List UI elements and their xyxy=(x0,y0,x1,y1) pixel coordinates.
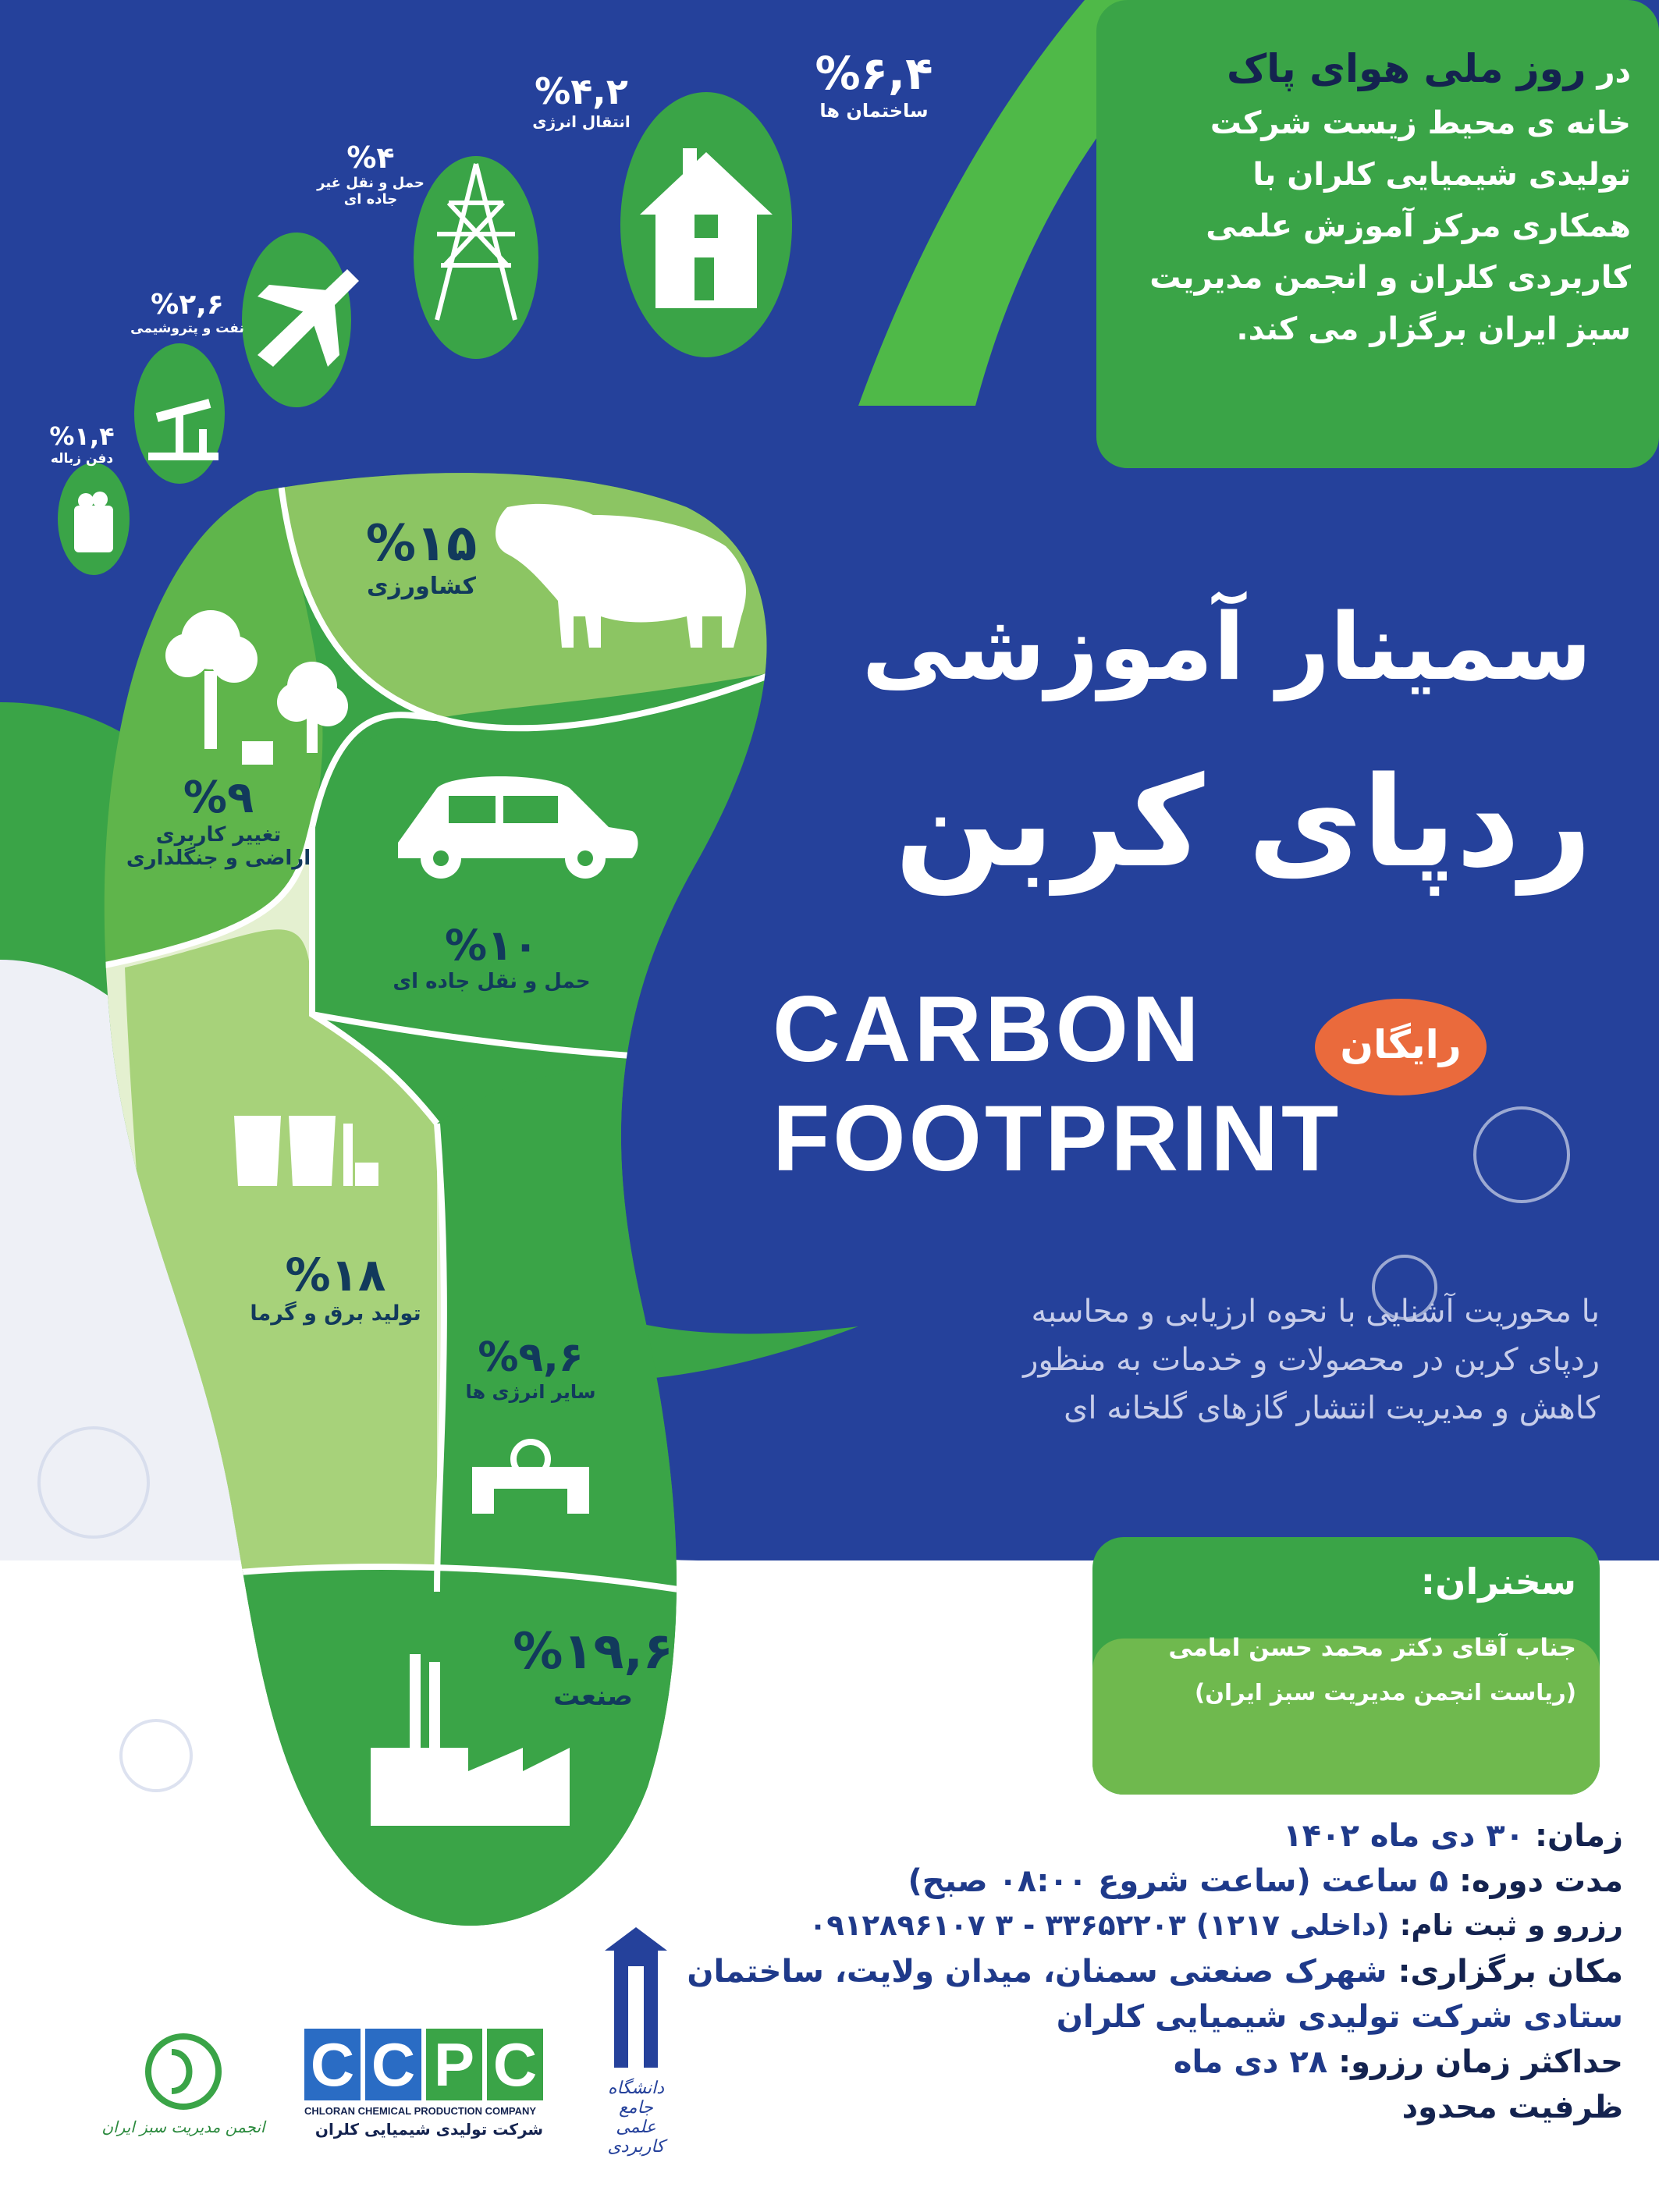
detail-time-value: ۳۰ دی ماه ۱۴۰۲ xyxy=(1283,1818,1525,1854)
intro-line: خانه ی محیط زیست شرکت xyxy=(1210,105,1631,141)
segment-land-use xyxy=(117,772,320,870)
land-use-pct: %۹ xyxy=(183,772,254,823)
segment-road-transport xyxy=(375,921,609,993)
segment-power-heat xyxy=(234,1248,437,1326)
land-use-label-2: اراضی و جنگلداری xyxy=(126,847,311,870)
description-line: با محوریت آشنایی با نحوه ارزیابی و محاسبه xyxy=(1031,1294,1600,1330)
speaker-name: جناب آقای دکتر محمد حسن امامی xyxy=(1168,1634,1576,1662)
toe-buildings-label: ساختمان ها xyxy=(819,100,929,122)
toe-petro-pct: %۲,۶ xyxy=(151,289,224,321)
segment-agriculture xyxy=(328,515,515,600)
detail-deadline xyxy=(1174,2044,1623,2080)
power-heat-pct: %۱۸ xyxy=(285,1248,386,1301)
toe-buildings-pct: %۶,۴ xyxy=(815,47,933,100)
detail-registration xyxy=(809,1908,1623,1942)
intro-highlight: روز ملی هوای پاک xyxy=(1226,46,1586,91)
intro-line: سبز ایران برگزار می کند. xyxy=(1236,311,1631,347)
title-line-1: سمینار آموزشی xyxy=(861,593,1592,701)
speakers-heading: سخنران: xyxy=(1420,1560,1576,1603)
university-logo xyxy=(589,1919,683,2177)
toe-transmission-pct: %۴,۲ xyxy=(535,70,628,112)
detail-duration-key: مدت دوره: xyxy=(1458,1863,1623,1899)
house-icon xyxy=(640,148,773,308)
segment-industry xyxy=(499,1623,687,1712)
speakers-box xyxy=(1108,1560,1576,1706)
intro-line: کاربردی کلران و انجمن مدیریت xyxy=(1149,260,1631,296)
ccpc-letter-c3: C xyxy=(487,2029,543,2100)
road-transport-pct: %۱۰ xyxy=(444,921,539,970)
description-line: کاهش و مدیریت انتشار گازهای گلخانه ای xyxy=(1064,1390,1600,1426)
event-details xyxy=(687,1818,1623,2146)
toe-nonroad-text xyxy=(300,140,441,208)
toe-nonroad-pct: %۴ xyxy=(346,140,395,175)
ccpc-letter-c2: C xyxy=(365,2029,421,2100)
other-energy-label: سایر انرژی ها xyxy=(465,1381,596,1403)
pipe-valve-icon xyxy=(472,1442,589,1514)
toe-petro-text xyxy=(125,289,250,336)
detail-time xyxy=(1283,1818,1623,1854)
segment-other-energy xyxy=(453,1334,609,1403)
detail-deadline-value: ۲۸ دی ماه xyxy=(1173,2044,1328,2080)
car-icon xyxy=(398,776,638,879)
green-assoc-text: انجمن مدیریت سبز ایران xyxy=(101,2118,265,2136)
trees-icon xyxy=(165,610,348,765)
toe-landfill-text xyxy=(31,421,133,467)
toe-petro-label: نفت و پتروشیمی xyxy=(130,321,244,336)
intro-box xyxy=(1116,43,1631,355)
detail-capacity xyxy=(1402,2090,1623,2125)
oil-pump-icon xyxy=(148,399,218,460)
detail-time-key: زمان: xyxy=(1535,1818,1623,1854)
toe-transmission-label: انتقال انرژی xyxy=(532,112,631,131)
toe-buildings-text xyxy=(780,47,968,122)
industry-pct: %۱۹,۶ xyxy=(513,1623,673,1681)
other-energy-pct: %۹,۶ xyxy=(478,1334,584,1381)
agriculture-pct: %۱۵ xyxy=(365,515,478,573)
intro-line: تولیدی شیمیایی کلران با xyxy=(1252,157,1631,193)
agriculture-label: کشاورزی xyxy=(367,573,476,600)
toe-nonroad-label: حمل و نقل غیر جاده ای xyxy=(317,175,425,208)
road-transport-label: حمل و نقل جاده ای xyxy=(393,970,591,993)
industry-label: صنعت xyxy=(553,1681,633,1712)
detail-duration xyxy=(908,1863,1624,1899)
toe-transmission-text xyxy=(515,70,648,131)
university-text-2: علمی کاربردی xyxy=(607,2118,665,2157)
university-text-1: دانشگاه جامع xyxy=(607,2079,665,2118)
intro-line-1 xyxy=(1116,43,1631,98)
power-plant-icon xyxy=(234,1116,378,1186)
description-line: ردپای کربن در محصولات و خدمات به منظور xyxy=(1023,1342,1600,1378)
toe-landfill-pct: %۱,۴ xyxy=(49,421,115,451)
title-en-line-2: FOOTPRINT xyxy=(773,1086,1342,1191)
detail-venue-key: مکان برگزاری: xyxy=(1398,1954,1623,1990)
airplane-icon xyxy=(258,269,359,367)
detail-deadline-key: حداکثر زمان رزرو: xyxy=(1338,2044,1623,2080)
detail-duration-value: ۵ ساعت (ساعت شروع ۰۸:۰۰ صبح) xyxy=(908,1863,1449,1899)
detail-venue-cont xyxy=(1057,1999,1623,2035)
title-en-line-1: CARBON xyxy=(773,977,1203,1081)
detail-registration-key: رزرو و ثبت نام: xyxy=(1399,1908,1623,1942)
ccpc-letter-c1: C xyxy=(304,2029,361,2100)
free-badge: رایگان xyxy=(1340,1022,1462,1067)
detail-capacity-key: ظرفیت محدود xyxy=(1401,2090,1623,2125)
trash-bin-icon xyxy=(74,492,113,552)
detail-venue-value: شهرک صنعتی سمنان، میدان ولایت، ساختمان xyxy=(687,1954,1387,1990)
land-use-label-1: تغییر کاربری xyxy=(155,823,282,847)
detail-registration-value: (داخلی ۱۲۱۷) ۳۳۶۵۲۲۰۳ - ۳ ۰۹۱۲۸۹۶۱۰۷ xyxy=(808,1908,1390,1942)
detail-venue-cont-value: ستادی شرکت تولیدی شیمیایی کلران xyxy=(1056,1999,1623,2035)
university-emblem-icon xyxy=(589,1919,683,2075)
ccpc-fa-name: شرکت تولیدی شیمیایی کلران xyxy=(314,2120,544,2139)
description xyxy=(749,1287,1600,1433)
title-line-2: ردپای کربن xyxy=(894,749,1592,895)
intro-line: همکاری مرکز آموزش علمی xyxy=(1206,208,1631,244)
green-assoc-logo xyxy=(101,2029,265,2161)
ccpc-en-name: CHLORAN CHEMICAL PRODUCTION COMPANY xyxy=(304,2105,537,2117)
power-heat-label: تولید برق و گرما xyxy=(250,1301,421,1326)
power-tower-icon xyxy=(437,164,515,320)
intro-prefix: در xyxy=(1597,54,1631,90)
ccpc-letter-p: P xyxy=(426,2029,482,2100)
ccpc-logo xyxy=(304,2029,554,2169)
cow-icon xyxy=(496,504,746,648)
green-assoc-emblem-icon xyxy=(140,2029,226,2114)
toe-landfill-label: دفن زباله xyxy=(50,451,114,467)
detail-venue xyxy=(687,1954,1623,1990)
speaker-role: (ریاست انجمن مدیریت سبز ایران) xyxy=(1194,1679,1576,1706)
